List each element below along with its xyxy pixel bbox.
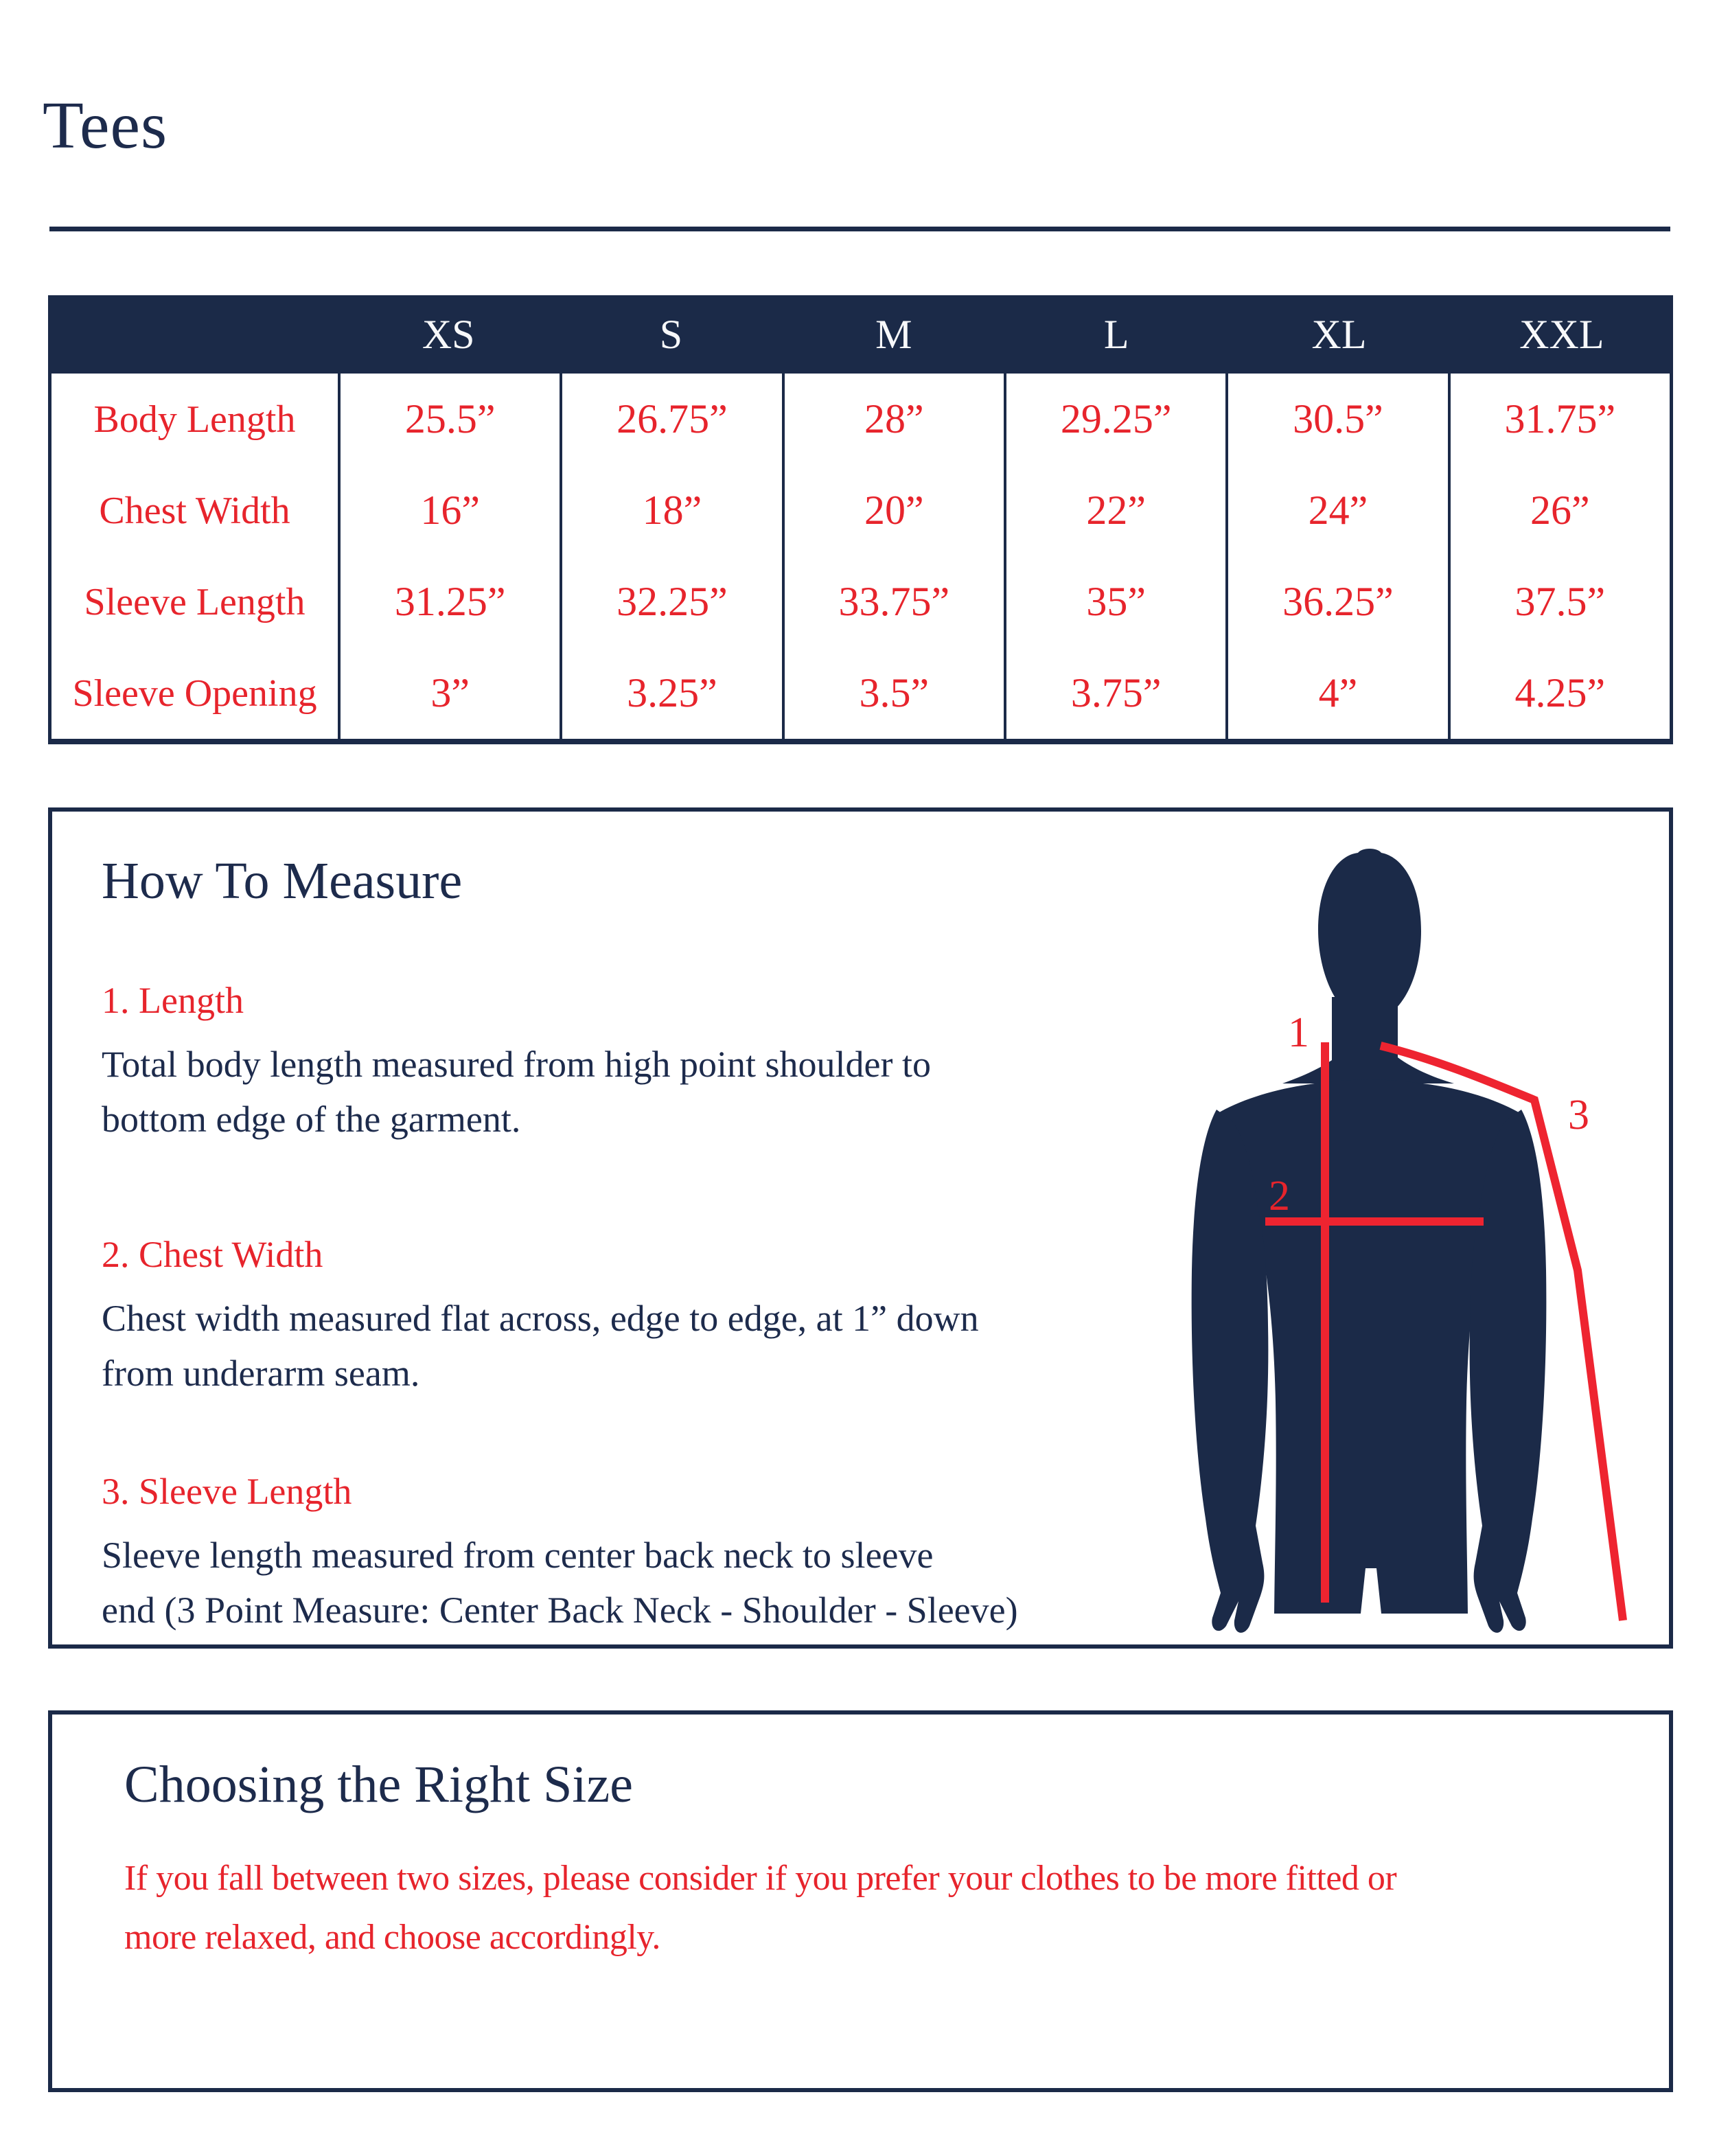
row-label-sleeve-length: Sleeve Length: [84, 580, 306, 623]
measure-section-sleeve-text-line2: end (3 Point Measure: Center Back Neck - Shoulder - Sleeve): [102, 1590, 1018, 1631]
value-sleeve-opening-xs: 3”: [338, 647, 560, 739]
value-body-length-xl: 30.5”: [1225, 374, 1447, 465]
header-cell-xs: XS: [422, 311, 475, 357]
measure-section-sleeve-heading: 3. Sleeve Length: [102, 1471, 352, 1512]
value-chest-width-l: 22”: [1004, 465, 1225, 556]
value-sleeve-length-xxl: 37.5”: [1448, 556, 1670, 647]
value-body-length-l: 29.25”: [1004, 374, 1225, 465]
measure-section-length-heading: 1. Length: [102, 980, 244, 1021]
value-sleeve-opening-xxl: 4.25”: [1448, 647, 1670, 739]
how-to-measure-title: How To Measure: [102, 852, 463, 910]
size-table: [48, 295, 1673, 744]
value-sleeve-length-m: 33.75”: [782, 556, 1004, 647]
value-sleeve-length-l: 35”: [1004, 556, 1225, 647]
measure-section-length: [102, 982, 931, 1147]
value-chest-width-xxl: 26”: [1448, 465, 1670, 556]
page-title: Tees: [43, 89, 168, 163]
value-body-length-xxl: 31.75”: [1448, 374, 1670, 465]
header-cell-empty: [48, 295, 337, 374]
title-divider: [49, 227, 1670, 231]
body-silhouette: [1192, 849, 1547, 1633]
value-sleeve-opening-s: 3.25”: [560, 647, 781, 739]
header-cell-xl: XL: [1311, 311, 1367, 357]
measure-section-chest: [102, 1236, 979, 1401]
value-chest-width-m: 20”: [782, 465, 1004, 556]
measure-section-chest-text-line1: Chest width measured flat across, edge to edge, at 1” down: [102, 1298, 979, 1339]
value-sleeve-length-s: 32.25”: [560, 556, 781, 647]
header-cell-s: S: [659, 311, 683, 357]
row-label-chest-width: Chest Width: [99, 489, 290, 532]
measurement-figure-illustration: [1151, 818, 1669, 1649]
value-sleeve-opening-xl: 4”: [1225, 647, 1447, 739]
figure-label-3: 3: [1568, 1092, 1589, 1138]
measure-section-chest-heading: 2. Chest Width: [102, 1234, 323, 1275]
value-sleeve-opening-m: 3.5”: [782, 647, 1004, 739]
header-cell-m: M: [875, 311, 912, 357]
value-chest-width-xl: 24”: [1225, 465, 1447, 556]
value-sleeve-length-xs: 31.25”: [338, 556, 560, 647]
figure-label-2: 2: [1269, 1173, 1290, 1219]
value-chest-width-xs: 16”: [338, 465, 560, 556]
measure-section-chest-text-line2: from underarm seam.: [102, 1353, 420, 1394]
measure-section-length-text-line1: Total body length measured from high point shoulder to: [102, 1044, 932, 1085]
value-chest-width-s: 18”: [560, 465, 781, 556]
measure-section-length-text-line2: bottom edge of the garment.: [102, 1099, 521, 1140]
value-sleeve-opening-l: 3.75”: [1004, 647, 1225, 739]
header-cell-xxl: XXL: [1519, 311, 1604, 357]
choosing-size-text: [124, 1849, 1396, 1967]
measure-section-sleeve-text-line1: Sleeve length measured from center back neck to sleeve: [102, 1535, 934, 1576]
size-table-body: [48, 374, 1673, 744]
figure-label-1: 1: [1288, 1009, 1309, 1056]
choosing-size-text-line1: If you fall between two sizes, please consider if you prefer your clothes to be more fitted or: [124, 1859, 1397, 1898]
value-body-length-xs: 25.5”: [338, 374, 560, 465]
choosing-size-text-line2: more relaxed, and choose accordingly.: [124, 1918, 660, 1957]
value-sleeve-length-xl: 36.25”: [1225, 556, 1447, 647]
choosing-size-title: Choosing the Right Size: [124, 1756, 633, 1813]
header-cell-l: L: [1103, 311, 1129, 357]
value-body-length-s: 26.75”: [560, 374, 781, 465]
choosing-size-panel: [48, 1710, 1673, 2092]
row-label-body-length: Body Length: [93, 398, 296, 441]
size-table-header-row: [48, 295, 1673, 374]
row-label-sleeve-opening: Sleeve Opening: [72, 672, 317, 715]
measure-section-sleeve: [102, 1473, 1018, 1638]
value-body-length-m: 28”: [782, 374, 1004, 465]
